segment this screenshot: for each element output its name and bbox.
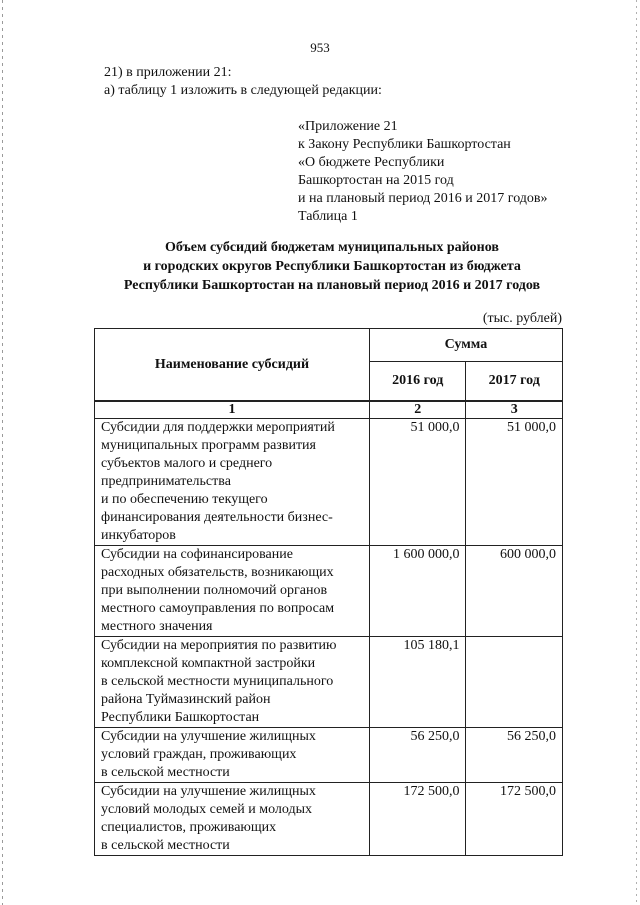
value-2016: 172 500,0: [369, 783, 466, 856]
subsidy-name: [95, 783, 370, 856]
appendix-line: «Приложение 21: [298, 119, 398, 134]
subsidy-name-line: комплексной компактной застройки: [101, 656, 316, 671]
header-sum: Сумма: [369, 329, 562, 362]
appendix-line: «О бюджете Республики: [298, 155, 445, 170]
intro-text: [104, 64, 382, 100]
intro-line-1: 21) в приложении 21:: [104, 65, 232, 80]
column-number: 1: [95, 401, 370, 419]
header-year-2017: 2017 год: [466, 362, 563, 401]
subsidy-name-line: Субсидии на мероприятия по развитию: [101, 638, 337, 653]
table-row: [95, 728, 563, 783]
subsidy-name: [95, 728, 370, 783]
subsidy-name-line: в сельской местности муниципального: [101, 674, 334, 689]
value-2017: 56 250,0: [466, 728, 563, 783]
subsidy-name-line: инкубаторов: [101, 528, 176, 543]
table-row: [95, 546, 563, 637]
value-2016: 1 600 000,0: [369, 546, 466, 637]
subsidy-name-line: района Туймазинский район: [101, 692, 271, 707]
subsidy-name-line: при выполнении полномочий органов: [101, 583, 328, 598]
subsidy-name-line: предпринимательства: [101, 474, 231, 489]
table-row: [95, 783, 563, 856]
subsidy-name-line: условий молодых семей и молодых: [101, 802, 313, 817]
intro-line-2: а) таблицу 1 изложить в следующей редакции:: [104, 83, 382, 98]
column-number: 2: [369, 401, 466, 419]
table-title: [100, 238, 564, 295]
subsidy-name-line: Субсидии на софинансирование: [101, 547, 293, 562]
appendix-line: Таблица 1: [298, 209, 358, 224]
subsidy-name-line: Республики Башкортостан: [101, 710, 260, 725]
value-2017: [466, 637, 563, 728]
subsidy-name-line: Субсидии на улучшение жилищных: [101, 729, 316, 744]
title-line: и городских округов Республики Башкортостан из бюджета: [143, 259, 521, 274]
scan-edge-left: [2, 0, 3, 905]
appendix-line: и на плановый период 2016 и 2017 годов»: [298, 191, 548, 206]
table-row: [95, 637, 563, 728]
subsidy-name-line: финансирования деятельности бизнес-: [101, 510, 333, 525]
value-2016: 105 180,1: [369, 637, 466, 728]
value-2016: 56 250,0: [369, 728, 466, 783]
subsidy-name-line: и по обеспечению текущего: [101, 492, 268, 507]
subsidy-name: [95, 419, 370, 546]
column-number: 3: [466, 401, 563, 419]
subsidy-name-line: Субсидии для поддержки мероприятий: [101, 420, 335, 435]
scan-edge-right: [636, 0, 637, 905]
header-year-2016: 2016 год: [369, 362, 466, 401]
subsidy-name-line: местного значения: [101, 619, 213, 634]
appendix-line: Башкортостан на 2015 год: [298, 173, 454, 188]
subsidy-name-line: субъектов малого и среднего: [101, 456, 273, 471]
page-number: 953: [310, 40, 330, 55]
subsidy-name-line: в сельской местности: [101, 838, 230, 853]
table-row: [95, 419, 563, 546]
title-line: Республики Башкортостан на плановый период 2016 и 2017 годов: [123, 278, 541, 293]
subsidy-name-line: в сельской местности: [101, 765, 230, 780]
subsidy-name-line: расходных обязательств, возникающих: [101, 565, 334, 580]
header-name: Наименование субсидий: [95, 329, 370, 402]
subsidy-name-line: специалистов, проживающих: [101, 820, 277, 835]
subsidy-name-line: условий граждан, проживающих: [101, 747, 297, 762]
appendix-reference: [298, 118, 548, 226]
subsidy-name-line: Субсидии на улучшение жилищных: [101, 784, 316, 799]
value-2017: 51 000,0: [466, 419, 563, 546]
value-2017: 600 000,0: [466, 546, 563, 637]
appendix-line: к Закону Республики Башкортостан: [298, 137, 511, 152]
value-2016: 51 000,0: [369, 419, 466, 546]
subsidies-table: [94, 328, 563, 856]
unit-label: (тыс. рублей): [482, 311, 562, 326]
subsidy-name-line: муниципальных программ развития: [101, 438, 316, 453]
value-2017: 172 500,0: [466, 783, 563, 856]
subsidy-name-line: местного самоуправления по вопросам: [101, 601, 335, 616]
subsidy-name: [95, 546, 370, 637]
title-line: Объем субсидий бюджетам муниципальных районов: [165, 240, 499, 255]
subsidy-name: [95, 637, 370, 728]
